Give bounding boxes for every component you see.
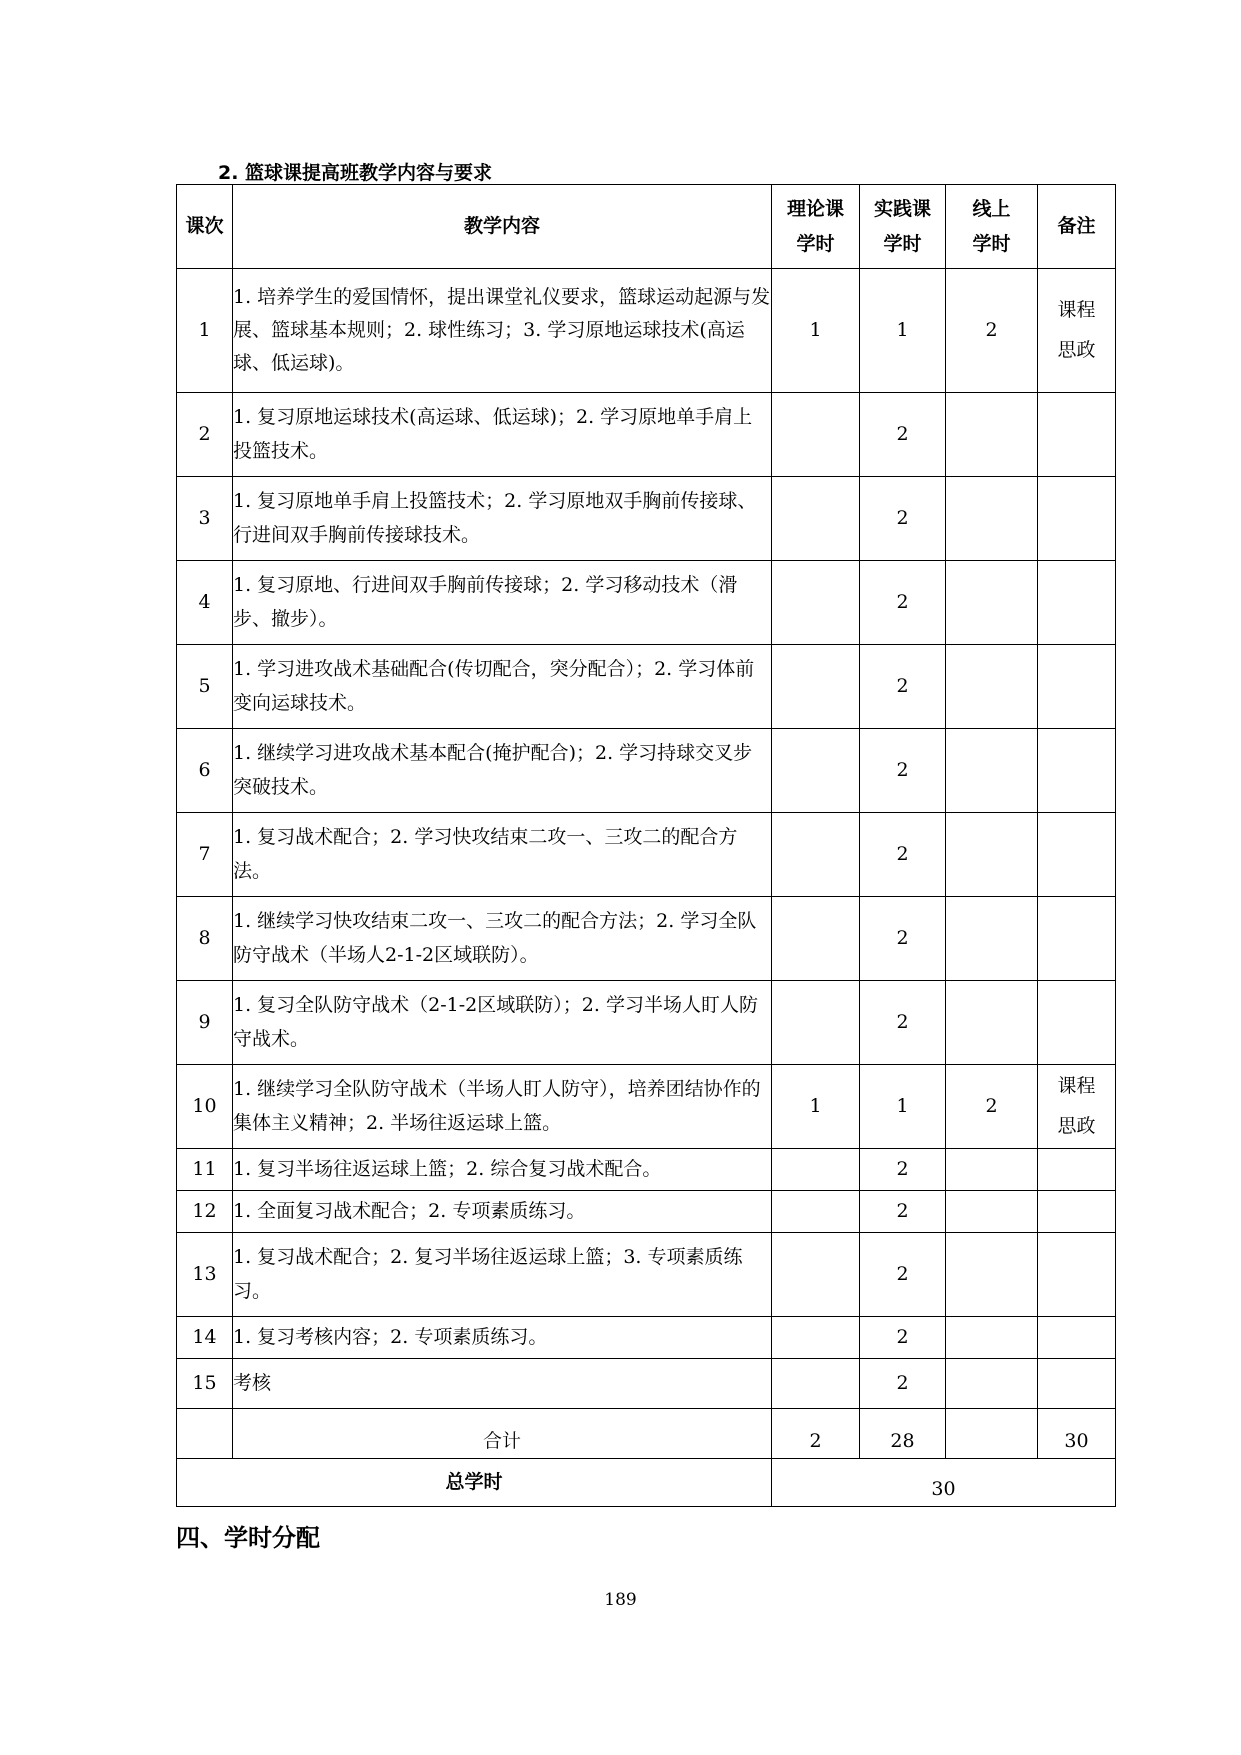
theory-hours bbox=[772, 561, 860, 645]
theory-hours bbox=[772, 981, 860, 1065]
lesson-content: 1. 复习全队防守战术（2-1-2区域联防）；2. 学习半场人盯人防守战术。 bbox=[233, 981, 772, 1065]
table-caption: 2. 篮球课提高班教学内容与要求 bbox=[218, 162, 493, 184]
lesson-content: 1. 复习战术配合；2. 复习半场往返运球上篮；3. 专项素质练习。 bbox=[233, 1233, 772, 1317]
header-online-hours: 线上学时 bbox=[946, 185, 1038, 269]
table-row bbox=[177, 1233, 1116, 1317]
note bbox=[1038, 813, 1116, 897]
note bbox=[1038, 561, 1116, 645]
online-hours bbox=[946, 981, 1038, 1065]
grand-total-value: 30 bbox=[772, 1459, 1116, 1507]
online-hours bbox=[946, 1149, 1038, 1191]
note bbox=[1038, 477, 1116, 561]
online-hours bbox=[946, 1317, 1038, 1359]
note bbox=[1038, 1233, 1116, 1317]
total-practice-hours: 28 bbox=[860, 1409, 946, 1459]
table-row bbox=[177, 729, 1116, 813]
lesson-content: 1. 复习原地运球技术(高运球、低运球)；2. 学习原地单手肩上投篮技术。 bbox=[233, 393, 772, 477]
lesson-number: 3 bbox=[177, 477, 233, 561]
table-row bbox=[177, 269, 1116, 393]
online-hours bbox=[946, 729, 1038, 813]
lesson-content: 1. 继续学习全队防守战术（半场人盯人防守），培养团结协作的集体主义精神；2. 半场往返运球上篮。 bbox=[233, 1065, 772, 1149]
header-lesson: 课次 bbox=[177, 185, 233, 269]
lesson-content: 1. 复习考核内容；2. 专项素质练习。 bbox=[233, 1317, 772, 1359]
section-heading: 四、学时分配 bbox=[176, 1524, 320, 1552]
header-content: 教学内容 bbox=[233, 185, 772, 269]
online-hours: 2 bbox=[946, 269, 1038, 393]
note bbox=[1038, 981, 1116, 1065]
practice-hours: 2 bbox=[860, 561, 946, 645]
table-row bbox=[177, 393, 1116, 477]
table-row bbox=[177, 1317, 1116, 1359]
practice-hours: 1 bbox=[860, 1065, 946, 1149]
lesson-content: 1. 继续学习快攻结束二攻一、三攻二的配合方法；2. 学习全队防守战术（半场人2-1-2区域联防）。 bbox=[233, 897, 772, 981]
practice-hours: 2 bbox=[860, 1149, 946, 1191]
table-row bbox=[177, 813, 1116, 897]
lesson-number: 7 bbox=[177, 813, 233, 897]
note: 课程思政 bbox=[1038, 269, 1116, 393]
online-hours bbox=[946, 477, 1038, 561]
lesson-number: 8 bbox=[177, 897, 233, 981]
theory-hours bbox=[772, 1359, 860, 1409]
theory-hours bbox=[772, 477, 860, 561]
theory-hours bbox=[772, 897, 860, 981]
table-row bbox=[177, 1065, 1116, 1149]
total-label: 合计 bbox=[233, 1409, 772, 1459]
lesson-content: 1. 复习原地、行进间双手胸前传接球；2. 学习移动技术（滑步、撤步）。 bbox=[233, 561, 772, 645]
practice-hours: 2 bbox=[860, 1233, 946, 1317]
theory-hours bbox=[772, 1149, 860, 1191]
online-hours: 2 bbox=[946, 1065, 1038, 1149]
header-note: 备注 bbox=[1038, 185, 1116, 269]
practice-hours: 2 bbox=[860, 729, 946, 813]
table-header-row bbox=[177, 185, 1116, 269]
practice-hours: 2 bbox=[860, 645, 946, 729]
practice-hours: 2 bbox=[860, 1359, 946, 1409]
grand-total-row bbox=[177, 1459, 1116, 1507]
page-number: 189 bbox=[604, 1590, 637, 1610]
table-row bbox=[177, 897, 1116, 981]
lesson-number: 10 bbox=[177, 1065, 233, 1149]
theory-hours: 1 bbox=[772, 1065, 860, 1149]
practice-hours: 2 bbox=[860, 981, 946, 1065]
header-practice-hours: 实践课学时 bbox=[860, 185, 946, 269]
lesson-content: 1. 复习半场往返运球上篮；2. 综合复习战术配合。 bbox=[233, 1149, 772, 1191]
practice-hours: 2 bbox=[860, 897, 946, 981]
online-hours bbox=[946, 1233, 1038, 1317]
table-row bbox=[177, 1359, 1116, 1409]
note: 课程思政 bbox=[1038, 1065, 1116, 1149]
practice-hours: 2 bbox=[860, 393, 946, 477]
total-note: 30 bbox=[1038, 1409, 1116, 1459]
practice-hours: 2 bbox=[860, 813, 946, 897]
lesson-content: 1. 继续学习进攻战术基本配合(掩护配合)；2. 学习持球交叉步突破技术。 bbox=[233, 729, 772, 813]
grand-total-label: 总学时 bbox=[177, 1459, 772, 1507]
table-row bbox=[177, 561, 1116, 645]
practice-hours: 2 bbox=[860, 1317, 946, 1359]
lesson-number: 12 bbox=[177, 1191, 233, 1233]
online-hours bbox=[946, 393, 1038, 477]
note bbox=[1038, 645, 1116, 729]
note bbox=[1038, 1149, 1116, 1191]
theory-hours bbox=[772, 813, 860, 897]
lesson-content: 1. 学习进攻战术基础配合(传切配合，突分配合）；2. 学习体前变向运球技术。 bbox=[233, 645, 772, 729]
online-hours bbox=[946, 1359, 1038, 1409]
total-empty-cell bbox=[177, 1409, 233, 1459]
total-row bbox=[177, 1409, 1116, 1459]
note bbox=[1038, 1191, 1116, 1233]
lesson-number: 1 bbox=[177, 269, 233, 393]
online-hours bbox=[946, 897, 1038, 981]
theory-hours bbox=[772, 729, 860, 813]
theory-hours: 1 bbox=[772, 269, 860, 393]
practice-hours: 1 bbox=[860, 269, 946, 393]
practice-hours: 2 bbox=[860, 1191, 946, 1233]
note bbox=[1038, 729, 1116, 813]
online-hours bbox=[946, 1191, 1038, 1233]
total-theory-hours: 2 bbox=[772, 1409, 860, 1459]
lesson-content: 1. 复习战术配合；2. 学习快攻结束二攻一、三攻二的配合方法。 bbox=[233, 813, 772, 897]
note bbox=[1038, 1317, 1116, 1359]
lesson-number: 6 bbox=[177, 729, 233, 813]
total-online-hours bbox=[946, 1409, 1038, 1459]
theory-hours bbox=[772, 1191, 860, 1233]
lesson-number: 4 bbox=[177, 561, 233, 645]
note bbox=[1038, 1359, 1116, 1409]
theory-hours bbox=[772, 1317, 860, 1359]
table-row bbox=[177, 981, 1116, 1065]
theory-hours bbox=[772, 393, 860, 477]
table-row bbox=[177, 1191, 1116, 1233]
note bbox=[1038, 897, 1116, 981]
lesson-number: 5 bbox=[177, 645, 233, 729]
lesson-number: 11 bbox=[177, 1149, 233, 1191]
lesson-number: 15 bbox=[177, 1359, 233, 1409]
online-hours bbox=[946, 645, 1038, 729]
lesson-number: 9 bbox=[177, 981, 233, 1065]
lesson-content: 考核 bbox=[233, 1359, 772, 1409]
lesson-content: 1. 复习原地单手肩上投篮技术；2. 学习原地双手胸前传接球、行进间双手胸前传接球技术。 bbox=[233, 477, 772, 561]
lesson-number: 14 bbox=[177, 1317, 233, 1359]
theory-hours bbox=[772, 1233, 860, 1317]
header-theory-hours: 理论课学时 bbox=[772, 185, 860, 269]
lesson-number: 13 bbox=[177, 1233, 233, 1317]
online-hours bbox=[946, 813, 1038, 897]
lesson-content: 1. 培养学生的爱国情怀，提出课堂礼仪要求，篮球运动起源与发展、篮球基本规则；2. 球性练习；3. 学习原地运球技术(高运球、低运球)。 bbox=[233, 269, 772, 393]
table-row bbox=[177, 1149, 1116, 1191]
practice-hours: 2 bbox=[860, 477, 946, 561]
table-row bbox=[177, 645, 1116, 729]
lesson-number: 2 bbox=[177, 393, 233, 477]
theory-hours bbox=[772, 645, 860, 729]
note bbox=[1038, 393, 1116, 477]
lesson-content: 1. 全面复习战术配合；2. 专项素质练习。 bbox=[233, 1191, 772, 1233]
table-row bbox=[177, 477, 1116, 561]
curriculum-table bbox=[176, 184, 1116, 1507]
online-hours bbox=[946, 561, 1038, 645]
